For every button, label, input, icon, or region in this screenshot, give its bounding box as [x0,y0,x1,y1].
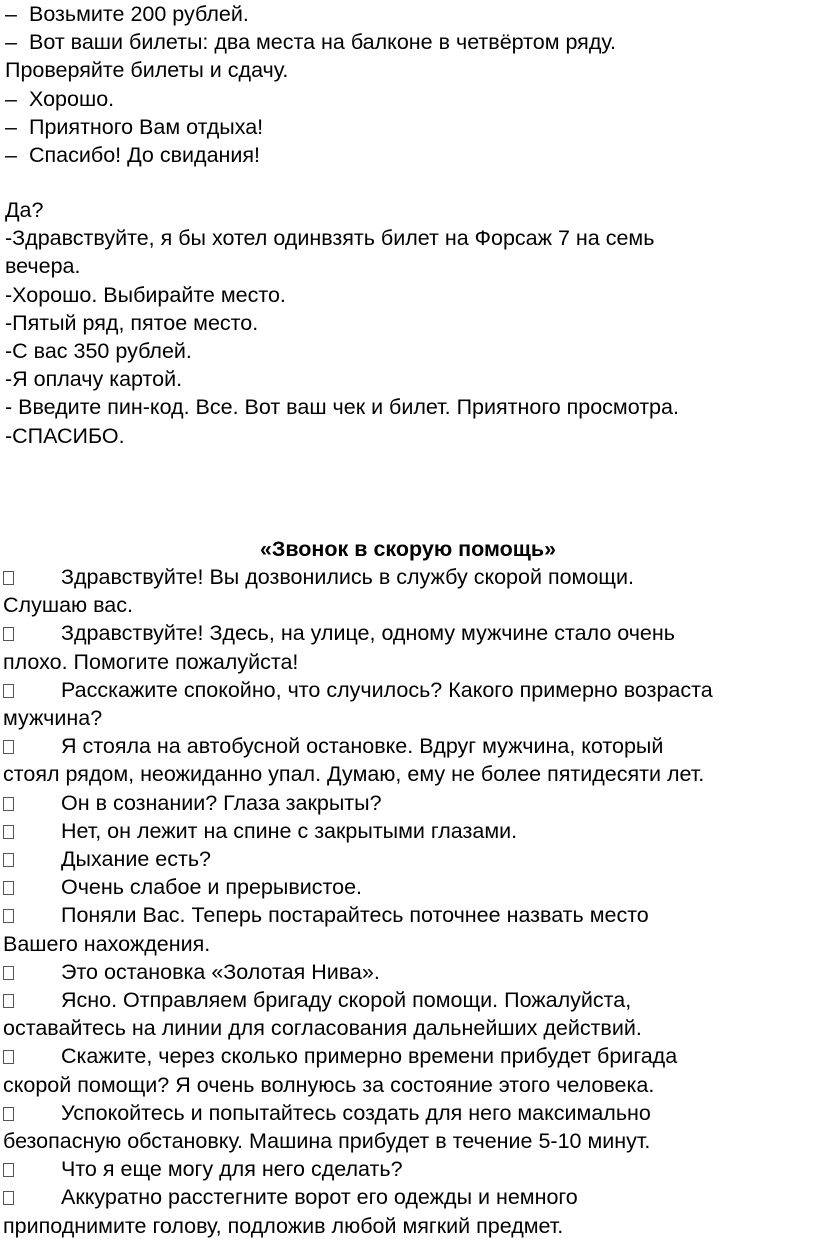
list-item-continuation [3,760,811,788]
list-item-first-line [3,1183,811,1211]
missing-glyph-bullet-icon [3,853,14,867]
list-item-text: Успокойтесь и попытайтесь создать для него максимально [61,1100,651,1125]
dialogue-line [5,56,811,84]
list-item-text: Расскажите спокойно, что случилось? Какого примерно возраста [61,677,713,702]
dialogue-line [5,113,811,141]
list-item-first-line [3,958,811,986]
list-item-continuation [3,648,811,676]
dialogue-text: Вот ваши билеты: два места на балконе в четвёртом ряду. [29,30,616,55]
list-item [3,901,811,957]
dialogue-text: Проверяйте билеты и сдачу. [5,58,289,83]
list-item-text: Слушаю вас. [3,593,133,618]
dialogue-line [5,0,811,28]
dialogue-line: -Я оплачу картой. [5,367,183,392]
list-item-first-line [3,789,811,817]
list-item [3,845,811,873]
section-title: «Звонок в скорую помощь» [259,537,557,561]
list-item-text: Здравствуйте! Вы дозвонились в службу скорой помощи. [61,565,634,589]
list-item [3,676,811,732]
dialogue-line [5,141,811,169]
dialogue-line: -Пятый ряд, пятое место. [5,310,259,335]
list-item-text: Он в сознании? Глаза закрыты? [61,790,382,815]
list-item-first-line [3,676,811,704]
list-item-text: Скажите, через сколько примерно времени прибудет бригада [61,1044,678,1069]
missing-glyph-bullet-icon [3,1050,14,1064]
list-item-text: приподнимите голову, подложив любой мягкий предмет. [3,1213,564,1238]
dialogue-line: -СПАСИБО. [5,423,125,448]
list-item-first-line [3,873,811,901]
list-item-text: Вашего нахождения. [3,931,211,956]
list-item-continuation [3,930,811,958]
dialogue-text: Возьмите 200 рублей. [29,2,249,26]
list-item-first-line [3,1155,811,1183]
cinema-dialogue [5,196,811,450]
list-item-first-line [3,732,811,760]
list-item-text: скорой помощи? Я очень волнуюсь за состояние этого человека. [3,1072,655,1097]
list-item-continuation [3,704,811,732]
list-item-text: мужчина? [3,706,103,731]
missing-glyph-bullet-icon [3,627,14,641]
list-item [3,1183,811,1239]
list-item-text: Дыхание есть? [61,847,212,872]
dialogue-line [5,85,811,113]
ticket-dialogue [5,0,811,169]
dialogue-line: - Введите пин-код. Все. Вот ваш чек и билет. Приятного просмотра. [5,395,679,420]
list-item [3,789,811,817]
list-item-text: Поняли Вас. Теперь постарайтесь поточнее назвать место [61,903,649,928]
list-item-first-line [3,1042,811,1070]
dash-marker: – [5,30,17,55]
missing-glyph-bullet-icon [3,909,14,923]
list-item [3,1155,811,1183]
list-item [3,619,811,675]
list-item [3,958,811,986]
list-item-text: Очень слабое и прерывистое. [61,875,363,900]
list-item-text: оставайтесь на линии для согласования дальнейших действий. [3,1016,642,1041]
list-item-text: безопасную обстановку. Машина прибудет в течение 5-10 минут. [3,1129,651,1154]
dialogue-line: -С вас 350 рублей. [5,339,192,364]
dash-marker: – [5,2,17,26]
dash-marker: – [5,114,17,139]
list-item-text: Что я еще могу для него сделать? [61,1157,403,1182]
dialogue-line: Да? [5,198,44,222]
missing-glyph-bullet-icon [3,740,14,754]
missing-glyph-bullet-icon [3,571,14,585]
dialogue-line: -Хорошо. Выбирайте место. [5,282,286,307]
list-item [3,1042,811,1098]
list-item-text: стоял рядом, неожиданно упал. Думаю, ему не более пятидесяти лет. [3,762,705,787]
missing-glyph-bullet-icon [3,1191,14,1205]
list-item [3,817,811,845]
dash-marker: – [5,86,17,111]
list-item-continuation [3,1212,811,1240]
list-item [3,563,811,619]
list-item-first-line [3,845,811,873]
dialogue-text: Приятного Вам отдыха! [29,114,264,139]
list-item-continuation [3,1071,811,1099]
list-item-text: Здравствуйте! Здесь, на улице, одному мужчине стало очень [61,621,675,646]
dash-marker: – [5,143,17,168]
list-item-first-line [3,1099,811,1127]
missing-glyph-bullet-icon [3,1107,14,1121]
list-item-first-line [3,986,811,1014]
list-item-text: Аккуратно расстегните ворот его одежды и немного [61,1185,578,1210]
list-item-text: Я стояла на автобусной остановке. Вдруг мужчина, который [61,734,664,759]
list-item [3,732,811,788]
list-item-first-line [3,901,811,929]
list-item-continuation [3,591,811,619]
list-item-first-line [3,563,811,591]
list-item-text: Нет, он лежит на спине с закрытыми глазами. [61,818,518,843]
dialogue-text: Спасибо! До свидания! [29,143,261,168]
list-item-first-line [3,619,811,647]
missing-glyph-bullet-icon [3,881,14,895]
missing-glyph-bullet-icon [3,684,14,698]
list-item-continuation [3,1014,811,1042]
missing-glyph-bullet-icon [3,825,14,839]
list-item-text: Ясно. Отправляем бригаду скорой помощи. Пожалуйста, [61,988,632,1013]
ambulance-dialogue [3,563,811,1240]
dialogue-text: Хорошо. [29,86,115,111]
missing-glyph-bullet-icon [3,966,14,980]
list-item [3,986,811,1042]
list-item [3,873,811,901]
list-item-first-line [3,817,811,845]
missing-glyph-bullet-icon [3,994,14,1008]
list-item-continuation [3,1127,811,1155]
list-item-text: плохо. Помогите пожалуйста! [3,649,299,674]
dialogue-line [5,28,811,56]
dialogue-line: вечера. [5,254,81,279]
dialogue-line: -Здравствуйте, я бы хотел одинвзять билет на Форсаж 7 на семь [5,226,655,251]
list-item [3,1099,811,1155]
list-item-text: Это остановка «Золотая Нива». [61,959,380,984]
missing-glyph-bullet-icon [3,797,14,811]
missing-glyph-bullet-icon [3,1163,14,1177]
